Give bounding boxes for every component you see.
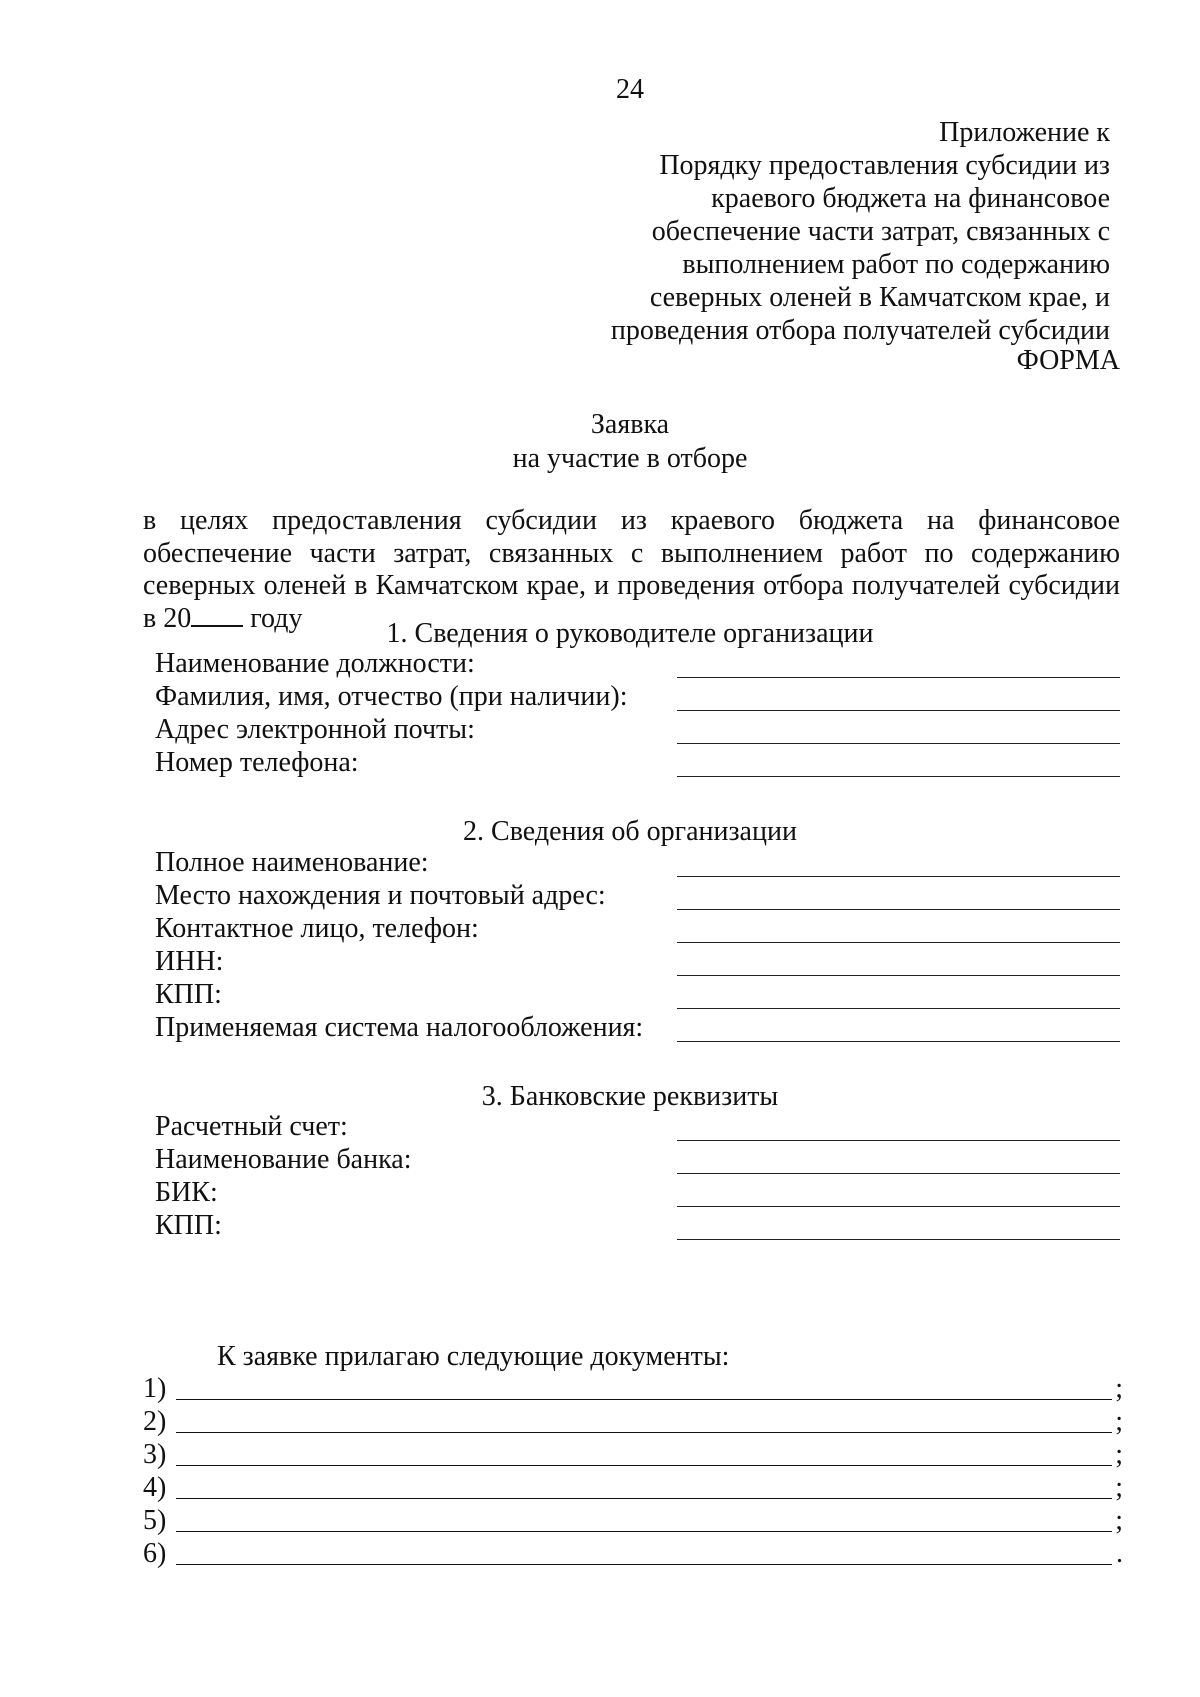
purpose-line: обеспечение части затрат, связанных с выполнением работ по содержанию <box>143 537 1120 569</box>
attachment-number: 1) <box>143 1373 167 1404</box>
attachment-punctuation: . <box>1116 1538 1123 1569</box>
field-row <box>155 846 1120 880</box>
field-row <box>155 680 1120 714</box>
appendix-block <box>490 116 1110 347</box>
field-label: Фамилия, имя, отчество (при наличии): <box>155 681 628 712</box>
field-label: Наименование должности: <box>155 648 475 679</box>
attachment-number: 6) <box>143 1538 167 1569</box>
field-row <box>155 647 1120 681</box>
field-row <box>155 1209 1120 1243</box>
field-label: Место нахождения и почтовый адрес: <box>155 880 606 911</box>
appendix-line: краевого бюджета на финансовое <box>711 183 1110 214</box>
field-blank-line[interactable] <box>677 909 1120 910</box>
field-row <box>155 713 1120 747</box>
attachment-blank-line[interactable] <box>176 1531 1112 1532</box>
appendix-line: Порядку предоставления субсидии из <box>659 150 1110 181</box>
field-blank-line[interactable] <box>677 1206 1120 1207</box>
attachment-number: 4) <box>143 1472 167 1503</box>
attachment-item <box>143 1471 1123 1504</box>
field-row <box>155 1176 1120 1210</box>
attachment-blank-line[interactable] <box>176 1498 1112 1499</box>
attachment-blank-line[interactable] <box>176 1399 1112 1400</box>
attachment-punctuation: ; <box>1115 1373 1123 1404</box>
attachment-number: 5) <box>143 1505 167 1536</box>
attachment-blank-line[interactable] <box>176 1465 1112 1466</box>
field-label: Контактное лицо, телефон: <box>155 913 479 944</box>
year-suffix: году <box>250 602 303 634</box>
field-row <box>155 1143 1120 1177</box>
attachment-punctuation: ; <box>1115 1472 1123 1503</box>
attachment-punctuation: ; <box>1115 1505 1123 1536</box>
field-label: Наименование банка: <box>155 1144 412 1175</box>
field-row <box>155 1110 1120 1144</box>
attachment-punctuation: ; <box>1115 1439 1123 1470</box>
document-title <box>0 408 1200 476</box>
field-blank-line[interactable] <box>677 1239 1120 1240</box>
field-blank-line[interactable] <box>677 1140 1120 1141</box>
appendix-line: проведения отбора получателей субсидии <box>610 315 1110 346</box>
field-blank-line[interactable] <box>677 1008 1120 1009</box>
purpose-line: северных оленей в Камчатском крае, и проведения отбора получателей субсидии <box>143 570 1120 601</box>
attachment-item <box>143 1372 1123 1405</box>
field-blank-line[interactable] <box>677 1041 1120 1042</box>
year-prefix: в 20 <box>143 602 192 634</box>
field-label: Применяемая система налогообложения: <box>155 1012 644 1043</box>
field-blank-line[interactable] <box>677 1173 1120 1174</box>
field-row <box>155 978 1120 1012</box>
field-row <box>155 1011 1120 1045</box>
field-blank-line[interactable] <box>677 677 1120 678</box>
attachment-item <box>143 1405 1123 1438</box>
purpose-line: в целях предоставления субсидии из краевого бюджета на финансовое <box>143 505 1120 536</box>
field-label: Расчетный счет: <box>155 1111 348 1142</box>
title-line: Заявка <box>590 409 670 440</box>
field-blank-line[interactable] <box>677 876 1120 877</box>
attachment-item <box>143 1438 1123 1471</box>
purpose-paragraph <box>143 505 1120 635</box>
field-row <box>155 945 1120 979</box>
attachments-intro: К заявке прилагаю следующие документы: <box>217 1341 730 1372</box>
field-blank-line[interactable] <box>677 975 1120 976</box>
section-heading-bank: 3. Банковские реквизиты <box>481 1081 779 1112</box>
attachment-punctuation: ; <box>1115 1406 1123 1437</box>
field-row <box>155 912 1120 946</box>
field-label: КПП: <box>155 1210 222 1241</box>
section-heading-organization: 2. Сведения об организации <box>463 816 797 847</box>
attachment-item <box>143 1504 1123 1537</box>
appendix-line: выполнением работ по содержанию <box>682 249 1110 280</box>
field-label: Адрес электронной почты: <box>155 714 475 745</box>
field-blank-line[interactable] <box>677 710 1120 711</box>
field-label: Полное наименование: <box>155 847 429 878</box>
field-row <box>155 746 1120 780</box>
attachment-item <box>143 1537 1123 1570</box>
appendix-line: Приложение к <box>939 117 1110 148</box>
field-label: ИНН: <box>155 946 224 977</box>
appendix-line: северных оленей в Камчатском крае, и <box>649 282 1110 313</box>
field-blank-line[interactable] <box>677 743 1120 744</box>
page-number: 24 <box>616 74 644 105</box>
form-label: ФОРМА <box>1016 345 1120 376</box>
attachment-blank-line[interactable] <box>176 1564 1112 1565</box>
field-label: КПП: <box>155 979 222 1010</box>
subtitle-line: на участие в отборе <box>512 443 748 474</box>
appendix-line: обеспечение части затрат, связанных с <box>651 216 1110 247</box>
field-blank-line[interactable] <box>677 776 1120 777</box>
field-blank-line[interactable] <box>677 942 1120 943</box>
attachment-number: 3) <box>143 1439 167 1470</box>
field-row <box>155 879 1120 913</box>
field-label: Номер телефона: <box>155 747 359 778</box>
field-label: БИК: <box>155 1177 218 1208</box>
attachment-blank-line[interactable] <box>176 1432 1112 1433</box>
section-heading-manager: 1. Сведения о руководителе организации <box>386 618 874 649</box>
attachment-number: 2) <box>143 1406 167 1437</box>
